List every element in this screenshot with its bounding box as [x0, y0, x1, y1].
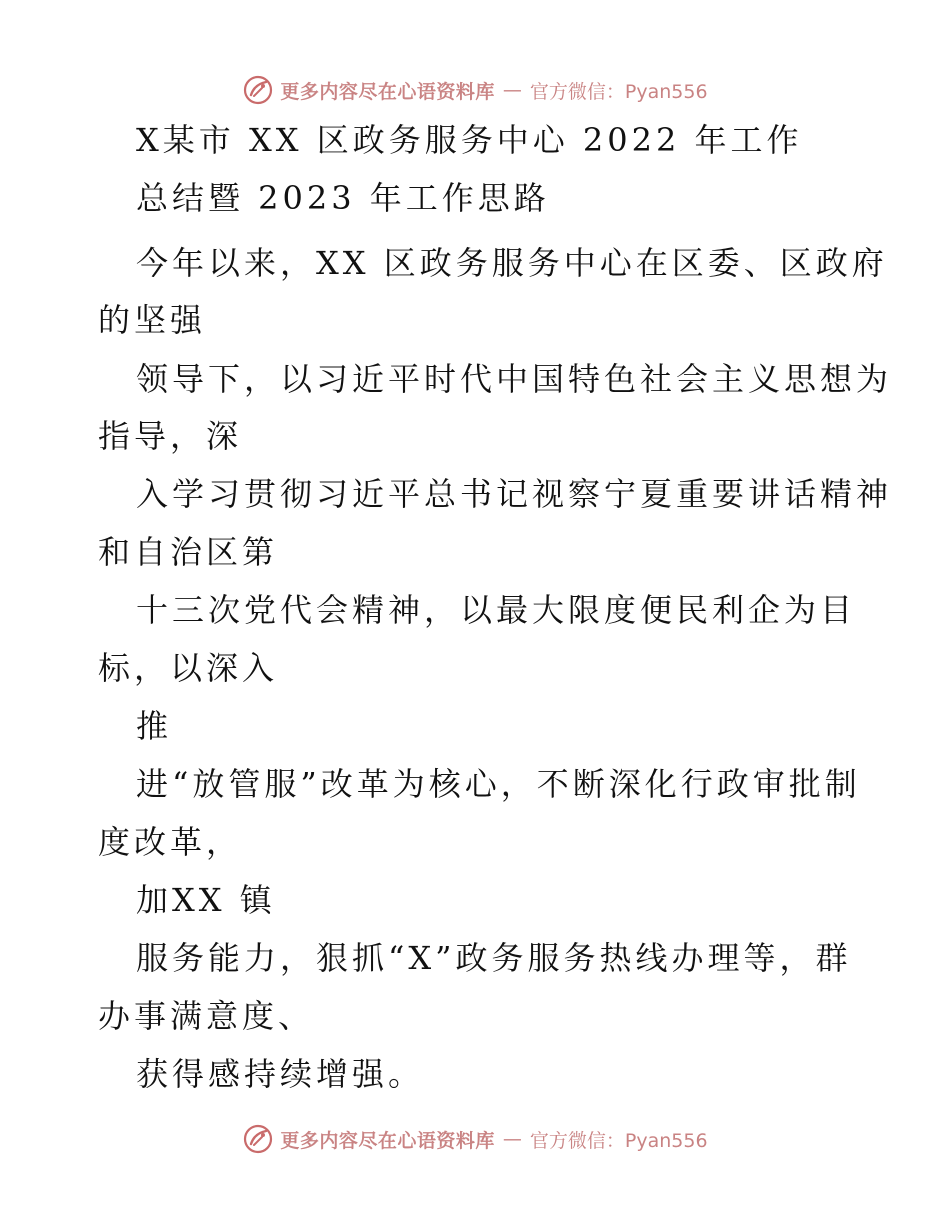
paragraph-line: 度改革， — [98, 823, 243, 861]
watermark-main-text: 更多内容尽在心语资料库 — [280, 1129, 495, 1152]
header-watermark-inner — [242, 74, 707, 106]
brand-logo-icon — [242, 74, 274, 106]
header-watermark — [0, 70, 950, 110]
watermark-separator: — — [502, 1128, 522, 1150]
paragraph-line: 十三次党代会精神，以最大限度便民利企为目 — [136, 591, 857, 629]
footer-watermark-inner — [242, 1123, 707, 1155]
paragraph-line: 今年以来，XX 区政务服务中心在区委、区政府 — [136, 244, 888, 282]
document-title-line-2: 总结暨 2023 年工作思路 — [136, 179, 550, 217]
paragraph-line: 领导下，以习近平时代中国特色社会主义思想为 — [136, 360, 893, 398]
paragraph-line: 指导，深 — [98, 417, 243, 455]
watermark-contact-text: 官方微信：Pyan556 — [529, 1129, 708, 1152]
paragraph-line: 获得感持续增强。 — [136, 1055, 425, 1093]
watermark-contact-text: 官方微信：Pyan556 — [529, 80, 708, 103]
paragraph-line: 服务能力，狠抓“X”政务服务热线办理等，群 — [136, 939, 852, 977]
document-title-line-1: X某市 XX 区政务服务中心 2022 年工作 — [136, 121, 803, 159]
brand-logo-icon — [242, 1123, 274, 1155]
paragraph-line: 入学习贯彻习近平总书记视察宁夏重要讲话精神 — [136, 475, 893, 513]
paragraph-line: 办事满意度、 — [98, 997, 315, 1035]
watermark-separator: — — [502, 79, 522, 101]
watermark-main-text: 更多内容尽在心语资料库 — [280, 80, 495, 103]
footer-watermark — [0, 1119, 950, 1159]
paragraph-line: 标，以深入 — [98, 649, 279, 687]
paragraph-line: 推 — [136, 707, 173, 745]
paragraph-line: 加XX 镇 — [136, 881, 276, 919]
paragraph-line: 进“放管服”改革为核心，不断深化行政审批制 — [136, 765, 861, 803]
paragraph-line: 和自治区第 — [98, 533, 279, 571]
paragraph-line: 的坚强 — [98, 301, 207, 339]
